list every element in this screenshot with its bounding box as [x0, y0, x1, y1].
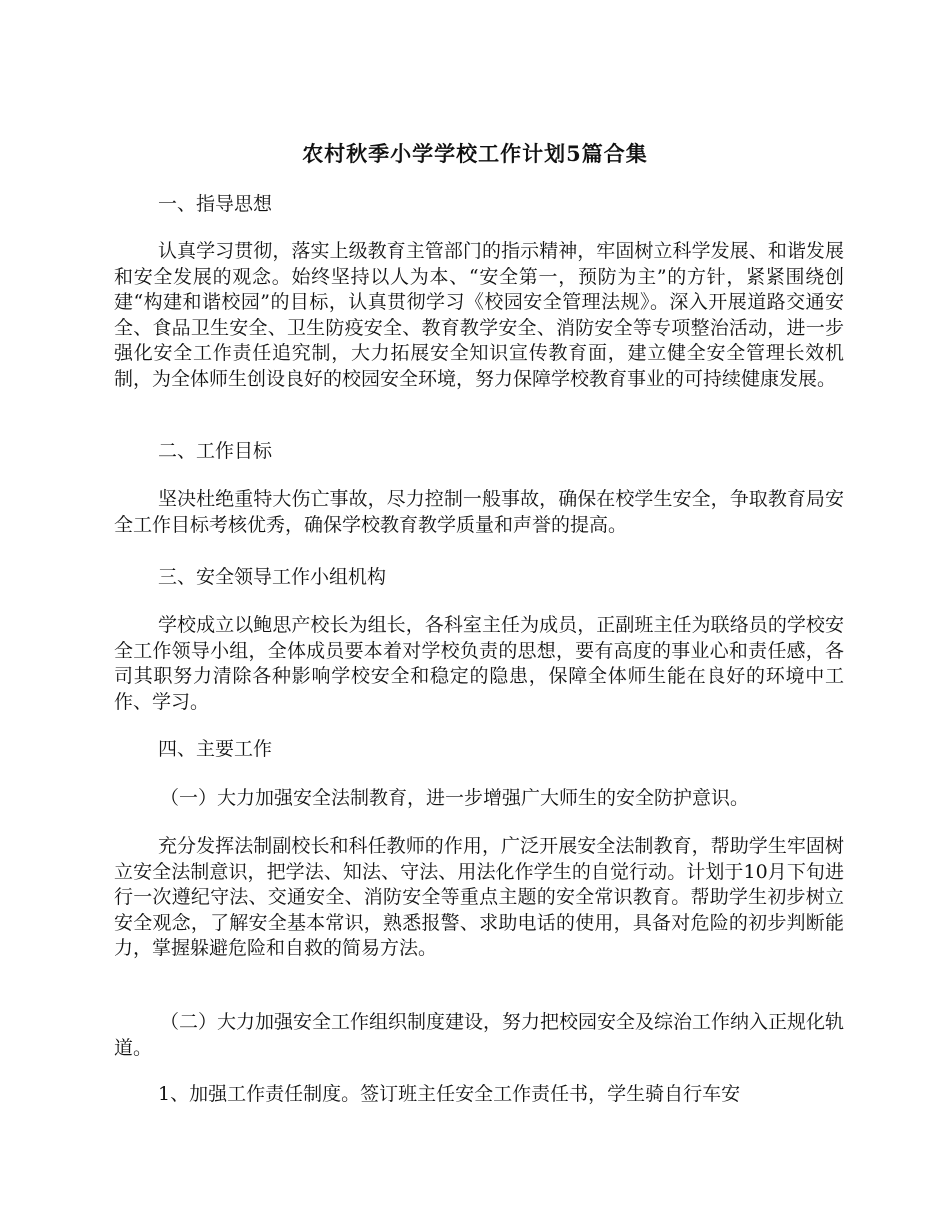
paragraph-legal-education: 充分发挥法制副校长和科任教师的作用，广泛开展安全法制教育，帮助学生牢固树立安全法制意识，把学法、知法、守法、用法化作学生的自觉行动。计划于10月下旬进行一次遵纪守法、交通安全、消防安全等重点主题的安全常识教育。帮助学生初步树立安全观念，了解安全基本常识，熟悉报警、求助电话的使用，具备对危险的初步判断能力，掌握躲避危险和自救的简易方法。 — [114, 835, 844, 959]
section-heading-main-work: 四、主要工作 — [158, 738, 273, 760]
paragraph-responsibility-system: 1、加强工作责任制度。签订班主任安全工作责任书，学生骑自行车安 — [158, 1083, 741, 1105]
paragraph-leadership-group: 学校成立以鲍思产校长为组长，各科室主任为成员，正副班主任为联络员的学校安全工作领导小组，全体成员要本着对学校负责的思想，要有高度的事业心和责任感，各司其职努力清除各种影响学校安全和稳定的隐患，保障全体师生能在良好的环境中工作、学习。 — [114, 614, 844, 713]
paragraph-work-goals: 坚决杜绝重特大伤亡事故，尽力控制一般事故，确保在校学生安全，争取教育局安全工作目标考核优秀，确保学校教育教学质量和声誉的提高。 — [114, 488, 844, 536]
subheading-organization-system: （二）大力加强安全工作组织制度建设，努力把校园安全及综治工作纳入正规化轨道。 — [114, 1011, 845, 1059]
subheading-legal-education: （一）大力加强安全法制教育，进一步增强广大师生的安全防护意识。 — [160, 787, 750, 809]
section-heading-guiding-ideology: 一、指导思想 — [158, 193, 273, 215]
paragraph-guiding-ideology: 认真学习贯彻，落实上级教育主管部门的指示精神，牢固树立科学发展、和谐发展和安全发展的观念。始终坚持以人为本、“安全第一，预防为主”的方针，紧紧围绕创建“构建和谐校园”的目标，认真贯彻学习《校园安全管理法规》。深入开展道路交通安全、食品卫生安全、卫生防疫安全、教育教学安全、消防安全等专项整治活动，进一步强化安全工作责任追究制，大力拓展安全知识宣传教育面，建立健全安全管理长效机制，为全体师生创设良好的校园安全环境，努力保障学校教育事业的可持续健康发展。 — [114, 240, 844, 390]
section-heading-leadership-group: 三、安全领导工作小组机构 — [158, 566, 387, 588]
document-title: 农村秋季小学学校工作计划5篇合集 — [302, 141, 648, 166]
section-heading-work-goals: 二、工作目标 — [158, 440, 273, 462]
